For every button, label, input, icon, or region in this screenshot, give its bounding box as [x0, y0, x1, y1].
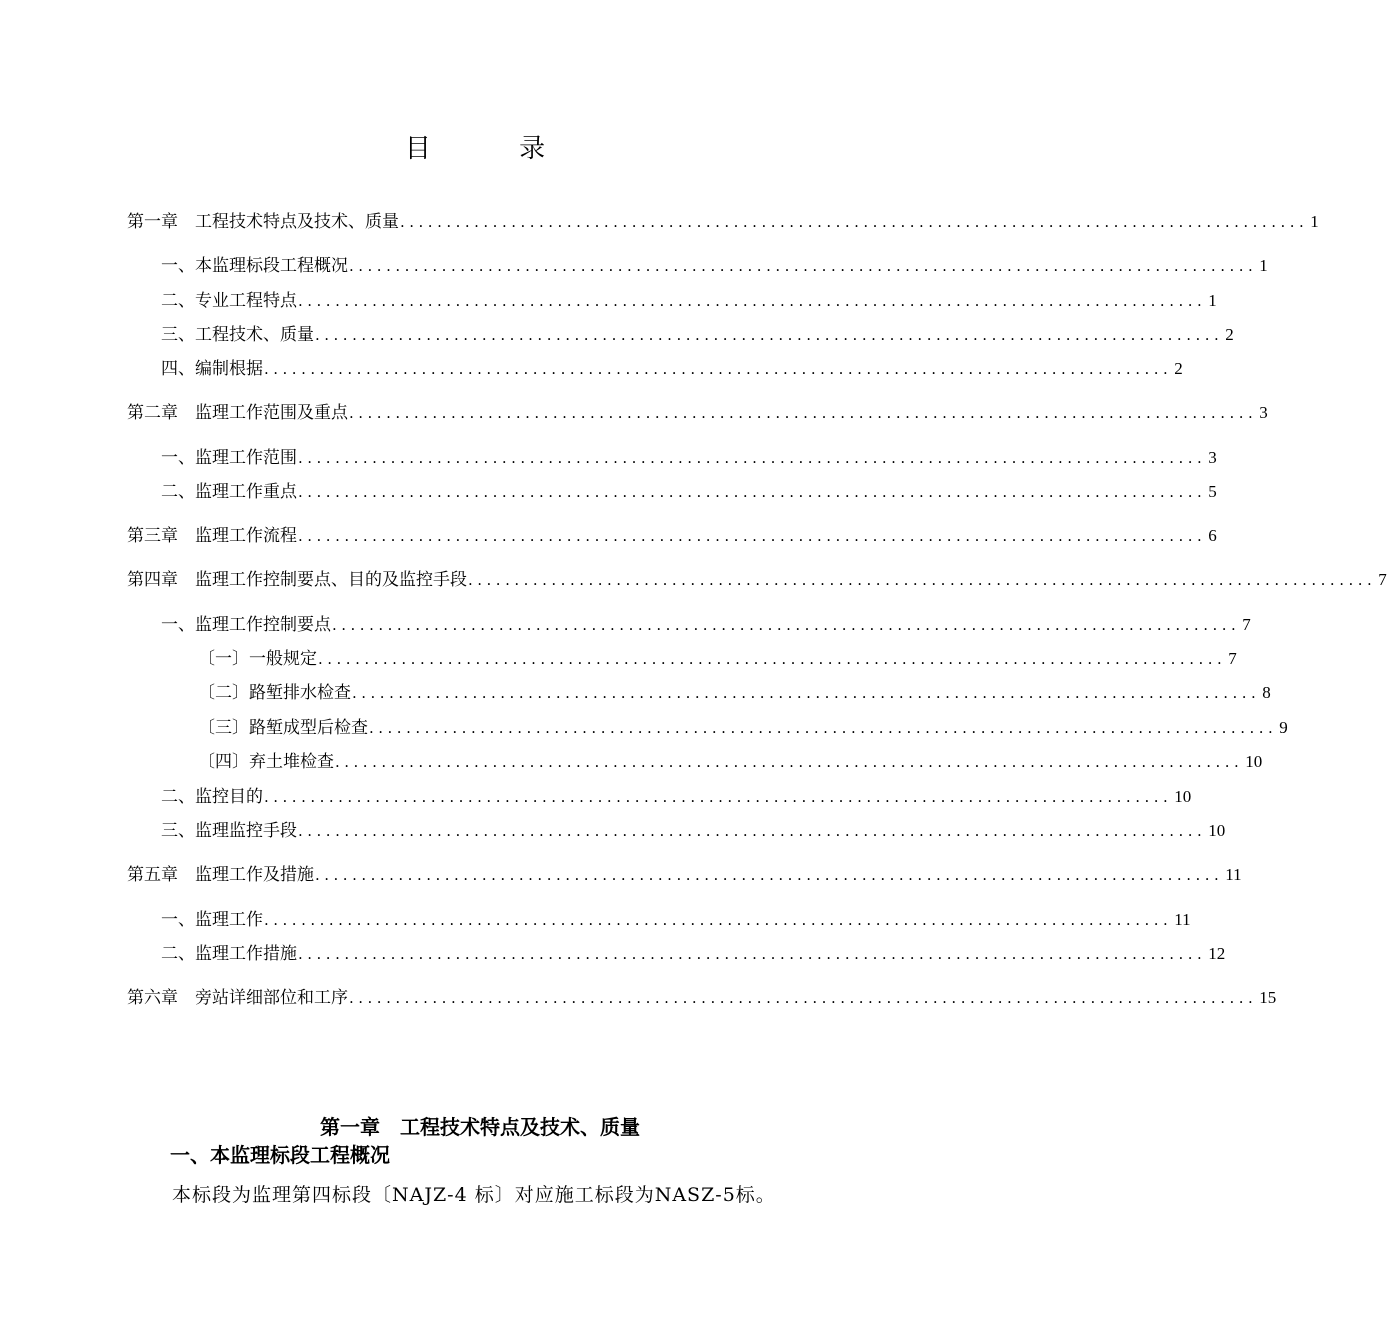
toc-entry-text: 第五章 监理工作及措施 — [127, 865, 314, 885]
toc-entry-text: 二、专业工程特点 — [161, 291, 297, 311]
toc-page-number: 10 — [1245, 752, 1263, 771]
toc-entry[interactable] — [161, 288, 1217, 312]
toc-entry[interactable] — [127, 400, 1268, 424]
toc-entry-text: 〔一〕一般规定 — [198, 649, 317, 669]
toc-leader-dots: .................................................................................................. — [349, 989, 1258, 1007]
toc-entry[interactable] — [161, 612, 1251, 636]
toc-entry-text: 〔四〕弃土堆检查 — [198, 752, 334, 772]
toc-page-number: 10 — [1174, 787, 1192, 806]
toc-page-number: 1 — [1259, 256, 1268, 275]
toc-entry[interactable] — [127, 985, 1277, 1009]
toc-entry-text: 第二章 监理工作范围及重点 — [127, 403, 348, 423]
toc-page-number: 2 — [1225, 325, 1234, 344]
toc-leader-dots: .................................................................................................. — [264, 360, 1173, 378]
toc-leader-dots: .................................................................................................. — [369, 719, 1278, 737]
toc-entry-text: 第一章 工程技术特点及技术、质量 — [127, 212, 399, 232]
toc-entry-text: 第四章 监理工作控制要点、目的及监控手段 — [127, 570, 467, 590]
toc-leader-dots: .................................................................................................. — [315, 866, 1224, 884]
toc-leader-dots: .................................................................................................. — [298, 292, 1207, 310]
toc-leader-dots: .................................................................................................. — [349, 257, 1258, 275]
toc-entry[interactable] — [161, 253, 1268, 277]
toc-entry[interactable] — [127, 209, 1319, 233]
toc-page-number: 2 — [1174, 359, 1183, 378]
toc-entry-text: 一、监理工作 — [161, 910, 263, 930]
toc-entry-text: 〔二〕路堑排水检查 — [198, 683, 351, 703]
toc-leader-dots: .................................................................................................. — [349, 404, 1258, 422]
toc-leader-dots: .................................................................................................. — [298, 945, 1207, 963]
toc-page-number: 1 — [1310, 212, 1319, 231]
toc-leader-dots: .................................................................................................. — [298, 527, 1207, 545]
toc-entry-text: 二、监控目的 — [161, 787, 263, 807]
toc-entry[interactable] — [161, 356, 1183, 380]
toc-leader-dots: .................................................................................................. — [352, 684, 1261, 702]
toc-page-number: 11 — [1225, 865, 1242, 884]
toc-entry[interactable] — [198, 646, 1237, 670]
toc-entry-text: 二、监理工作重点 — [161, 482, 297, 502]
toc-entry-text: 一、监理工作控制要点 — [161, 615, 331, 635]
toc-entry[interactable] — [161, 322, 1234, 346]
toc-entry[interactable] — [161, 479, 1217, 503]
toc-page-number: 1 — [1208, 291, 1217, 310]
toc-entry-text: 一、本监理标段工程概况 — [161, 256, 348, 276]
toc-entry-text: 三、工程技术、质量 — [161, 325, 314, 345]
toc-leader-dots: .................................................................................................. — [318, 650, 1227, 668]
toc-page-number: 11 — [1174, 910, 1191, 929]
toc-entry-text: 〔三〕路堑成型后检查 — [198, 718, 368, 738]
toc-page-number: 7 — [1228, 649, 1237, 668]
body-paragraph: 本标段为监理第四标段〔NAJZ-4 标〕对应施工标段为NASZ-5标。 — [172, 1184, 776, 1206]
toc-entry[interactable] — [198, 749, 1263, 773]
toc-entry[interactable] — [127, 567, 1387, 591]
toc-page-number: 3 — [1208, 448, 1217, 467]
toc-entry[interactable] — [161, 907, 1191, 931]
toc-leader-dots: .................................................................................................. — [315, 326, 1224, 344]
toc-leader-dots: .................................................................................................. — [335, 753, 1244, 771]
toc-page-number: 15 — [1259, 988, 1277, 1007]
toc-page-number: 9 — [1279, 718, 1288, 737]
toc-entry[interactable] — [198, 680, 1271, 704]
toc-entry[interactable] — [161, 941, 1226, 965]
toc-entry[interactable] — [198, 715, 1288, 739]
toc-page-number: 7 — [1378, 570, 1387, 589]
toc-page-number: 12 — [1208, 944, 1226, 963]
toc-leader-dots: .................................................................................................. — [298, 822, 1207, 840]
toc-entry[interactable] — [161, 784, 1192, 808]
toc-page-number: 10 — [1208, 821, 1226, 840]
toc-page-number: 5 — [1208, 482, 1217, 501]
toc-leader-dots: .................................................................................................. — [468, 571, 1377, 589]
toc-leader-dots: .................................................................................................. — [264, 911, 1173, 929]
toc-entry-text: 第六章 旁站详细部位和工序 — [127, 988, 348, 1008]
toc-page-number: 8 — [1262, 683, 1271, 702]
toc-entry[interactable] — [127, 523, 1217, 547]
toc-leader-dots: .................................................................................................. — [400, 213, 1309, 231]
toc-entry[interactable] — [161, 445, 1217, 469]
toc-entry-text: 二、监理工作措施 — [161, 944, 297, 964]
toc-entry-text: 第三章 监理工作流程 — [127, 526, 297, 546]
toc-entry-text: 三、监理监控手段 — [161, 821, 297, 841]
toc-entry-text: 四、编制根据 — [161, 359, 263, 379]
toc-leader-dots: .................................................................................................. — [298, 449, 1207, 467]
toc-leader-dots: .................................................................................................. — [298, 483, 1207, 501]
chapter-heading: 第一章 工程技术特点及技术、质量 — [320, 1115, 640, 1139]
toc-entry[interactable] — [161, 818, 1226, 842]
toc-page-number: 6 — [1208, 526, 1217, 545]
toc-entry-text: 一、监理工作范围 — [161, 448, 297, 468]
toc-leader-dots: .................................................................................................. — [264, 788, 1173, 806]
toc-title: 目 录 — [404, 134, 586, 164]
toc-page-number: 3 — [1259, 403, 1268, 422]
toc-page-number: 7 — [1242, 615, 1251, 634]
toc-leader-dots: .................................................................................................. — [332, 616, 1241, 634]
section-heading: 一、本监理标段工程概况 — [170, 1143, 390, 1167]
toc-entry[interactable] — [127, 862, 1242, 886]
